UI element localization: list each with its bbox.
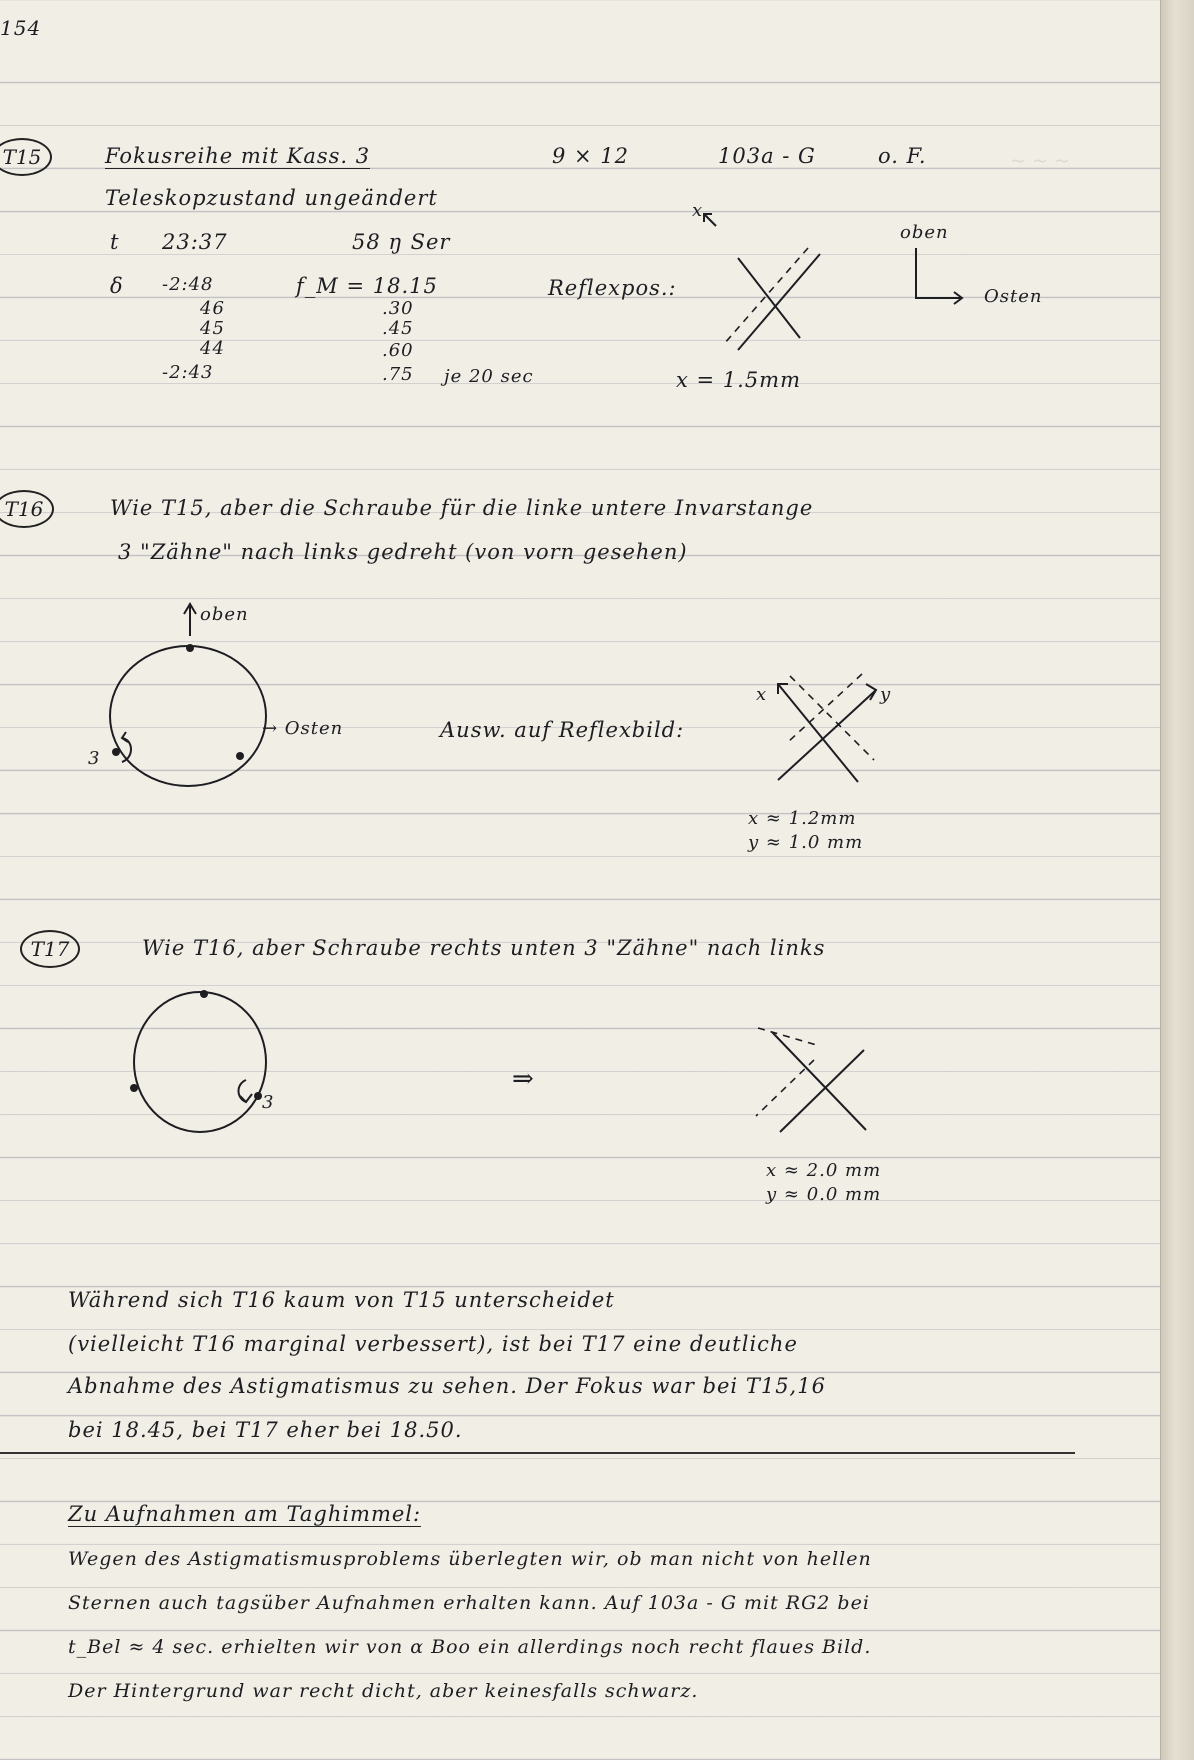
t16-x-measure: x ≈ 1.2mm	[748, 808, 857, 829]
t16-y-measure: y ≈ 1.0 mm	[748, 832, 864, 853]
t16-line-1: Wie T15, aber die Schraube für die linke untere Invarstange	[110, 496, 814, 520]
t15-time-value: 23:37	[162, 230, 228, 254]
t15-title: Fokusreihe mit Kass. 3	[105, 144, 371, 168]
t17-line-1: Wie T16, aber Schraube rechts unten 3 "Zähne" nach links	[142, 936, 826, 960]
t15-filter: o. F.	[878, 144, 927, 168]
t15-exposure: je 20 sec	[444, 366, 534, 387]
taghimmel-line-4: Der Hintergrund war recht dicht, aber keinesfalls schwarz.	[68, 1680, 699, 1702]
t15-fm-3: .60	[382, 340, 414, 361]
t17-x-measure: x ≈ 2.0 mm	[766, 1160, 882, 1181]
bleed-through-text: ~ ~ ~	[1010, 150, 1070, 172]
section-divider	[0, 1452, 1075, 1454]
t17-mirror-cell-diagram	[120, 990, 280, 1140]
t15-delta-4: -2:43	[162, 362, 214, 383]
t15-sz: 58 ŋ Ser	[352, 230, 451, 254]
t15-fm-2: .45	[382, 318, 414, 339]
notebook-binding	[1160, 0, 1194, 1760]
t15-delta-label: δ	[110, 274, 124, 298]
t17-astigmatism-cross	[750, 1020, 880, 1140]
t15-delta-2: 45	[200, 318, 225, 339]
summary-line-3: Abnahme des Astigmatismus zu sehen. Der Fokus war bei T15,16	[68, 1374, 826, 1398]
t15-osten-label: Osten	[984, 286, 1043, 307]
entry-label-t16: T16	[0, 490, 54, 528]
t15-delta-1: 46	[200, 298, 225, 319]
t15-orientation-arrows	[912, 244, 972, 304]
taghimmel-line-1: Wegen des Astigmatismusproblems überlegten wir, ob man nicht von hellen	[68, 1548, 872, 1570]
t15-astigmatism-cross	[690, 208, 840, 358]
t15-reflexpos: Reflexpos.:	[548, 276, 677, 300]
t15-fm-1: .30	[382, 298, 414, 319]
t16-oben-label: oben	[200, 604, 249, 625]
entry-label-t15: T15	[0, 138, 52, 176]
t15-plate: 103a - G	[718, 144, 816, 168]
t15-x-measure: x = 1.5mm	[676, 368, 802, 392]
t15-format: 9 × 12	[552, 144, 630, 168]
taghimmel-heading: Zu Aufnahmen am Taghimmel:	[68, 1502, 422, 1526]
t15-x-mark: x	[692, 200, 704, 221]
t16-x-mark: x	[756, 684, 768, 705]
t15-fm-4: .75	[382, 364, 414, 385]
page-number: 154	[0, 16, 42, 40]
t16-up-arrow	[180, 600, 200, 640]
summary-line-1: Während sich T16 kaum von T15 unterscheidet	[68, 1288, 615, 1312]
t15-delta-0: -2:48	[162, 274, 214, 295]
t15-delta-3: 44	[200, 338, 225, 359]
entry-label-t17: T17	[20, 930, 80, 968]
t16-mirror-cell-diagram	[100, 640, 270, 790]
t16-evaluation-label: Ausw. auf Reflexbild:	[440, 718, 685, 742]
t17-result-arrow: ⇒	[512, 1064, 535, 1094]
t15-fm-label: f_M = 18.15	[296, 274, 438, 298]
t16-line-2: 3 "Zähne" nach links gedreht (von vorn gesehen)	[118, 540, 688, 564]
t16-osten-label: → Osten	[262, 718, 344, 739]
taghimmel-line-3: t_Bel ≈ 4 sec. erhielten wir von α Boo ein allerdings noch recht flaues Bild.	[68, 1636, 872, 1658]
t15-telescope-state: Teleskopzustand ungeändert	[105, 186, 438, 210]
t16-y-mark: y	[880, 684, 892, 705]
t15-time-label: t	[110, 230, 120, 254]
summary-line-4: bei 18.45, bei T17 eher bei 18.50.	[68, 1418, 463, 1442]
t17-y-measure: y ≈ 0.0 mm	[766, 1184, 882, 1205]
summary-line-2: (vielleicht T16 marginal verbessert), ist bei T17 eine deutliche	[68, 1332, 798, 1356]
t17-screw-label: 3	[262, 1092, 275, 1113]
t15-oben-label: oben	[900, 222, 949, 243]
taghimmel-line-2: Sternen auch tagsüber Aufnahmen erhalten kann. Auf 103a - G mit RG2 bei	[68, 1592, 870, 1614]
t16-screw-label: 3	[88, 748, 101, 769]
t16-astigmatism-cross	[770, 670, 890, 790]
